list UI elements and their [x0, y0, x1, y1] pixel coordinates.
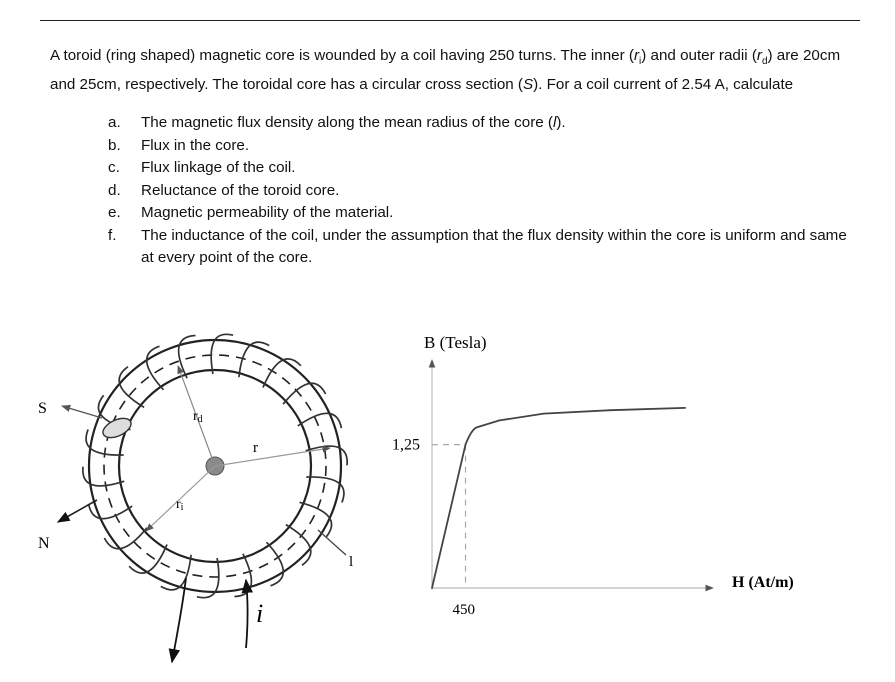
coil-turn	[129, 545, 167, 574]
question-label: b.	[108, 136, 121, 154]
x-tick-label: 450	[452, 602, 475, 618]
question-label: a.	[108, 114, 121, 131]
problem-text-1: A toroid (ring shaped) magnetic core is wounded by a coil having 250 turns. The inner (	[50, 47, 634, 64]
question-text: Reluctance of the toroid core.	[141, 181, 340, 199]
rd-label-sub: d	[197, 414, 203, 425]
problem-text-4: ). For a coil current of 2.54 A, calculate	[533, 75, 794, 93]
question-label: e.	[108, 204, 121, 221]
bh-curve-point	[498, 420, 500, 422]
s-symbol: S	[522, 75, 534, 93]
question-label: d.	[108, 181, 121, 199]
ri-symbol: r	[633, 47, 639, 64]
y-axis-label: B (Tesla)	[424, 333, 487, 352]
s-label: S	[38, 400, 47, 417]
n-label: N	[38, 535, 50, 552]
problem-text-2: ) and outer radii (	[641, 47, 757, 64]
lead-wire-in	[246, 580, 248, 648]
question-text: The inductance of the coil, under the assumption that the flux density within the core is uniform and same at every point of the core.	[141, 226, 847, 266]
bh-curve-point	[465, 444, 467, 446]
y-tick-label: 1,25	[392, 436, 420, 454]
r-radius-line	[215, 448, 330, 466]
rd-label-main: r	[193, 409, 198, 424]
bh-chart	[392, 333, 794, 618]
coil-turn	[263, 359, 301, 388]
coil-turn	[239, 342, 269, 377]
r-label: r	[253, 440, 258, 456]
i-label: i	[256, 599, 264, 628]
lead-wire-out	[172, 578, 186, 662]
bh-curve-point	[610, 409, 612, 411]
bh-curve-line	[432, 408, 685, 588]
rd-subscript: d	[761, 56, 768, 68]
ri-label	[176, 497, 184, 513]
problem-text-3: ) are 20cm and 25cm, respectively. The toroidal core has a circular cross section (	[50, 47, 841, 93]
s-field-arrow	[62, 406, 102, 418]
question-text-after: ).	[556, 114, 566, 131]
l-label: l	[349, 554, 354, 570]
x-axis-label: H (At/m)	[732, 574, 794, 591]
ri-label-sub: i	[180, 502, 184, 513]
question-label: c.	[108, 159, 120, 176]
rd-label	[193, 409, 203, 425]
question-text: Flux linkage of the coil.	[141, 159, 296, 176]
rd-symbol: r	[756, 47, 762, 64]
bh-curve-point	[543, 413, 545, 415]
question-text: Flux in the core.	[141, 136, 250, 154]
coil-turn	[161, 555, 191, 590]
question-text: Magnetic permeability of the material.	[141, 204, 394, 221]
bh-curve-point	[684, 407, 686, 409]
bh-curve-point	[431, 587, 433, 589]
l-pointer-line	[318, 530, 346, 555]
bh-curve-point	[476, 427, 478, 429]
l-symbol: l	[552, 114, 557, 131]
ri-subscript: i	[639, 56, 642, 68]
question-text-before: The magnetic flux density along the mean radius of the core (	[141, 114, 553, 131]
ri-label-main: r	[176, 497, 181, 512]
question-label: f.	[108, 226, 117, 244]
